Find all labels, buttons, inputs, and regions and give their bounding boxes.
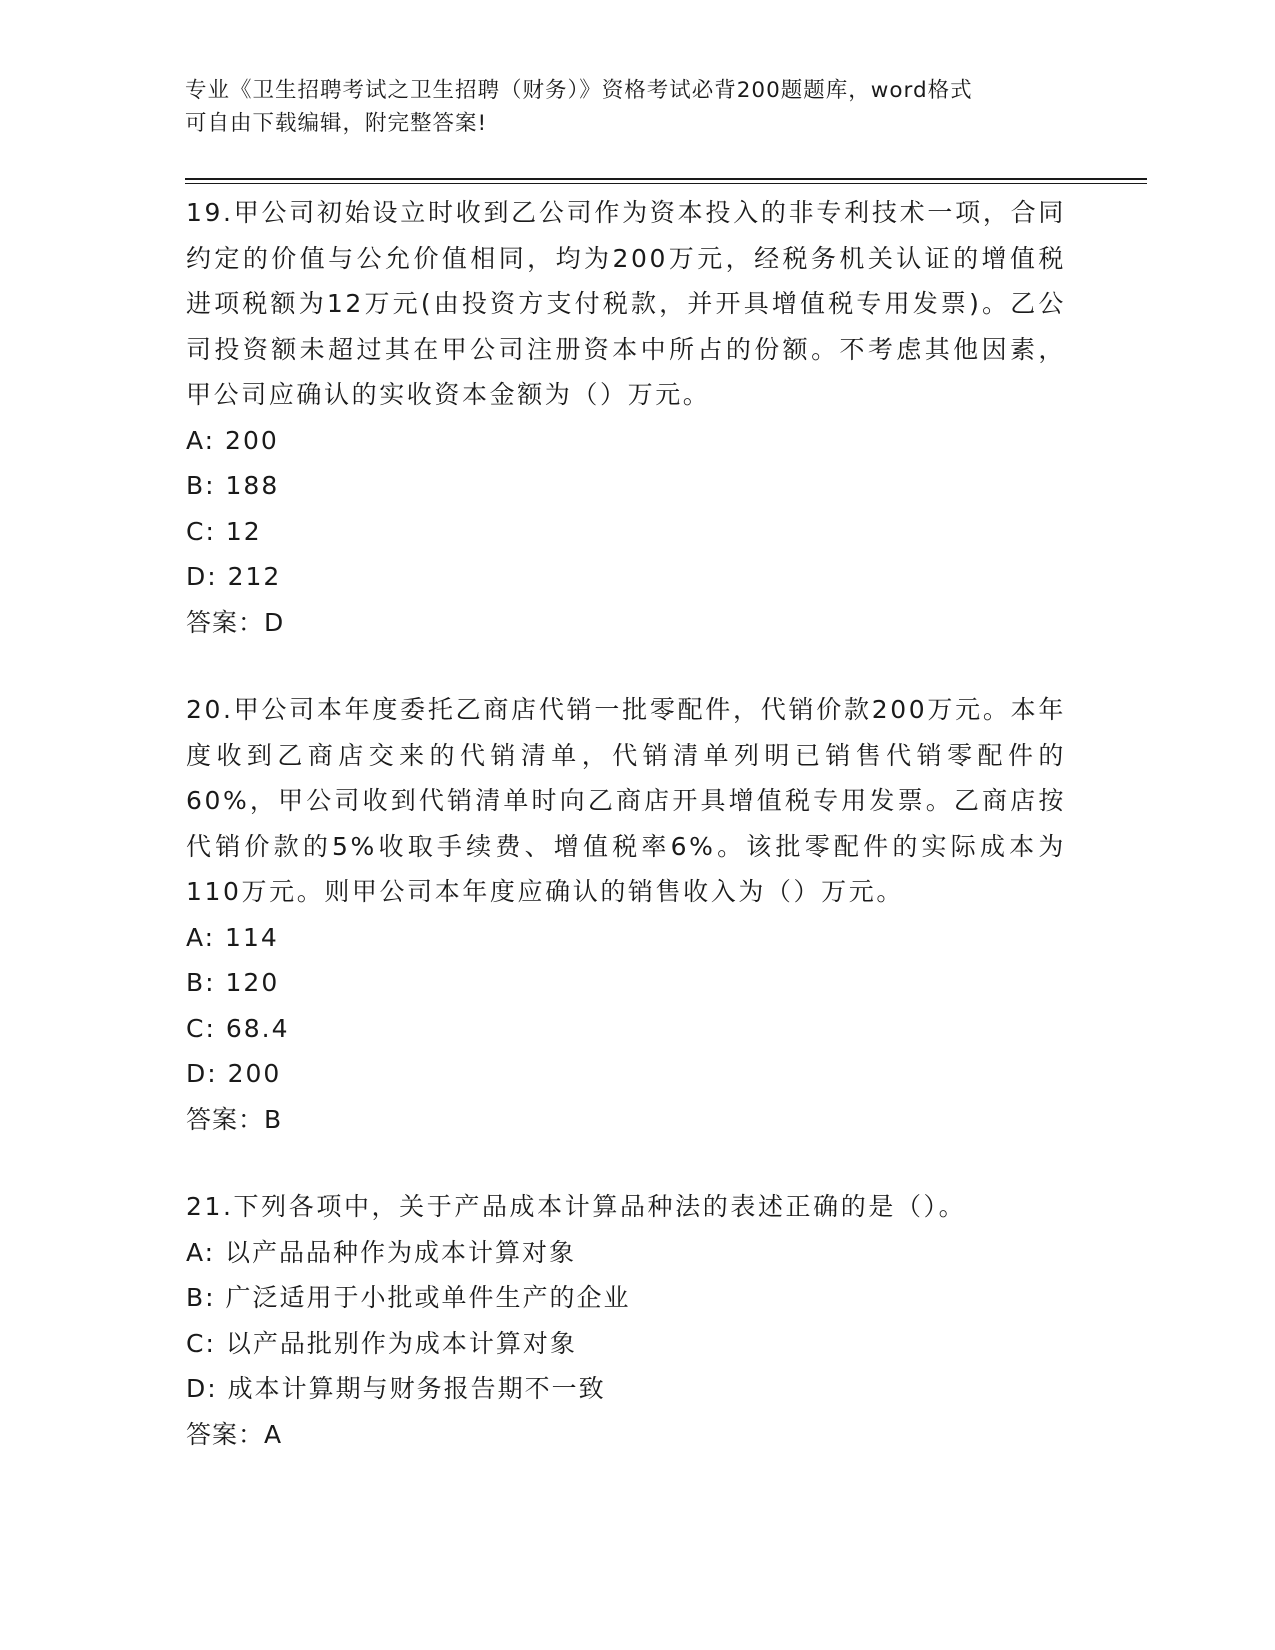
answer: 答案：D bbox=[186, 607, 285, 637]
option-b: B: 120 bbox=[186, 968, 280, 997]
option-a: A: 114 bbox=[186, 922, 279, 952]
document-header bbox=[185, 74, 1065, 140]
answer: 答案：A bbox=[186, 1419, 283, 1449]
answer: 答案：B bbox=[186, 1104, 283, 1134]
question-19 bbox=[186, 190, 1066, 645]
question-text: 21.下列各项中，关于产品成本计算品种法的表述正确的是（）。 bbox=[186, 1192, 967, 1221]
option-a: A: 200 bbox=[186, 425, 279, 455]
option-a: A: 以产品品种作为成本计算对象 bbox=[186, 1237, 577, 1267]
question-text: 20.甲公司本年度委托乙商店代销一批零配件，代销价款200万元。本年度收到乙商店交来的代销清单，代销清单列明已销售代销零配件的60%，甲公司收到代销清单时向乙商店开具增值税专用发票。乙商店按代销价款的5%收取手续费、增值税率6%。该批零配件的实际成本为110万元。则甲公司本年度应确认的销售收入为（）万元。 bbox=[186, 695, 1066, 906]
option-c: C: 68.4 bbox=[186, 1013, 290, 1043]
header-divider-thick bbox=[185, 178, 1147, 180]
option-d: D: 212 bbox=[186, 562, 282, 591]
header-divider-thin bbox=[185, 183, 1147, 184]
header-line-2: 可自由下载编辑，附完整答案! bbox=[185, 111, 488, 136]
option-c: C: 以产品批别作为成本计算对象 bbox=[186, 1328, 577, 1358]
option-d: D: 200 bbox=[186, 1059, 282, 1088]
question-text: 19.甲公司初始设立时收到乙公司作为资本投入的非专利技术一项，合同约定的价值与公允价值相同，均为200万元，经税务机关认证的增值税进项税额为12万元(由投资方支付税款，并开具增值税专用发票)。乙公司投资额未超过其在甲公司注册资本中所占的份额。不考虑其他因素，甲公司应确认的实收资本金额为（）万元。 bbox=[186, 198, 1066, 409]
option-b: B: 188 bbox=[186, 471, 280, 500]
option-c: C: 12 bbox=[186, 516, 262, 546]
option-d: D: 成本计算期与财务报告期不一致 bbox=[186, 1374, 606, 1403]
question-list bbox=[186, 190, 1066, 1499]
header-line-1: 专业《卫生招聘考试之卫生招聘（财务）》资格考试必背200题题库，word格式 bbox=[185, 78, 973, 103]
option-b: B: 广泛适用于小批或单件生产的企业 bbox=[186, 1283, 631, 1312]
question-21 bbox=[186, 1184, 1066, 1457]
question-20 bbox=[186, 687, 1066, 1142]
